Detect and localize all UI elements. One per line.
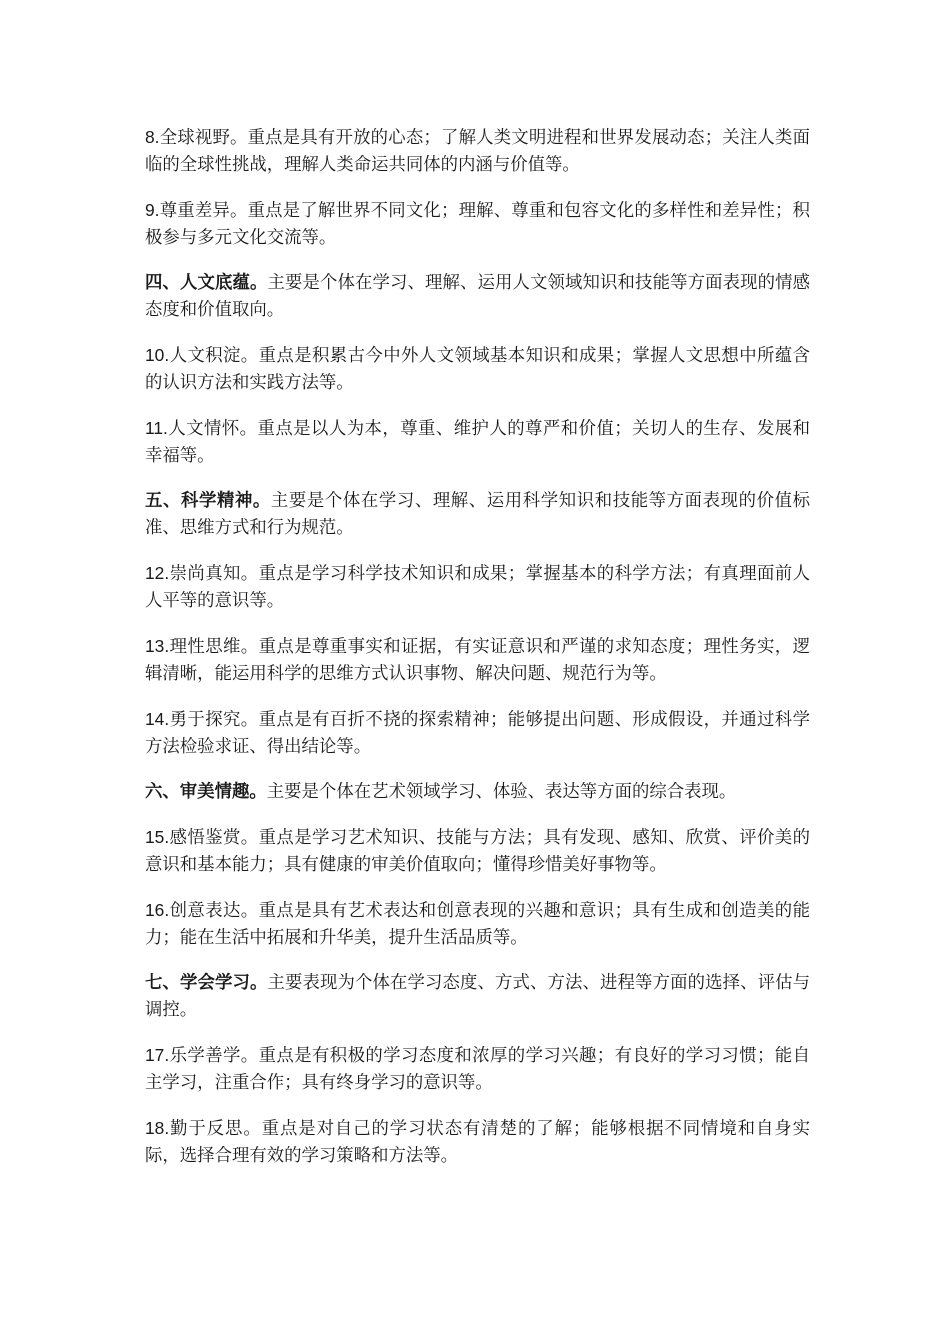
item-number: 15. [145, 827, 170, 847]
section-text: 主要是个体在学习、理解、运用科学知识和技能等方面表现的价值标准、思维方式和行为规范。 [145, 491, 810, 538]
item-number: 12. [145, 563, 170, 583]
item-text: 尊重差异。重点是了解世界不同文化；理解、尊重和包容文化的多样性和差异性；积极参与多元文化交流等。 [145, 201, 810, 248]
paragraph-item-17 [145, 1042, 810, 1097]
item-number: 11. [145, 418, 168, 438]
paragraph-item-15 [145, 824, 810, 879]
paragraph-item-9 [145, 197, 810, 252]
section-heading-7 [145, 970, 810, 1024]
section-heading-4 [145, 270, 810, 324]
item-number: 18. [145, 1118, 170, 1138]
section-text: 主要是个体在学习、理解、运用人文领域知识和技能等方面表现的情感态度和价值取向。 [145, 273, 810, 320]
item-number: 17. [145, 1045, 170, 1065]
item-text: 人文情怀。重点是以人为本，尊重、维护人的尊严和价值；关切人的生存、发展和幸福等。 [145, 419, 810, 466]
item-number: 14. [145, 709, 170, 729]
paragraph-item-18 [145, 1115, 810, 1170]
paragraph-item-16 [145, 897, 810, 952]
section-title: 五、科学精神。 [145, 491, 271, 511]
paragraph-item-10 [145, 342, 810, 397]
section-text: 主要表现为个体在学习态度、方式、方法、进程等方面的选择、评估与调控。 [145, 973, 810, 1020]
item-number: 9. [145, 200, 160, 220]
item-text: 勇于探究。重点是有百折不挠的探索精神；能够提出问题、形成假设，并通过科学方法检验求证、得出结论等。 [145, 710, 810, 757]
item-number: 8. [145, 127, 160, 147]
item-text: 勤于反思。重点是对自己的学习状态有清楚的了解；能够根据不同情境和自身实际，选择合理有效的学习策略和方法等。 [145, 1119, 810, 1166]
item-number: 13. [145, 636, 170, 656]
section-title: 六、审美情趣。 [145, 782, 267, 802]
paragraph-item-11 [145, 415, 810, 470]
paragraph-item-14 [145, 706, 810, 761]
item-text: 全球视野。重点是具有开放的心态；了解人类文明进程和世界发展动态；关注人类面临的全球性挑战，理解人类命运共同体的内涵与价值等。 [145, 128, 810, 175]
item-text: 崇尚真知。重点是学习科学技术知识和成果；掌握基本的科学方法；有真理面前人人平等的意识等。 [145, 564, 810, 611]
item-text: 理性思维。重点是尊重事实和证据，有实证意识和严谨的求知态度；理性务实，逻辑清晰，能运用科学的思维方式认识事物、解决问题、规范行为等。 [145, 637, 810, 684]
paragraph-item-13 [145, 633, 810, 688]
section-text: 主要是个体在艺术领域学习、体验、表达等方面的综合表现。 [266, 782, 737, 802]
section-heading-5 [145, 488, 810, 542]
paragraph-item-8 [145, 124, 810, 179]
document-body [145, 124, 810, 1188]
section-title: 七、学会学习。 [145, 973, 268, 993]
item-text: 人文积淀。重点是积累古今中外人文领域基本知识和成果；掌握人文思想中所蕴含的认识方法和实践方法等。 [145, 346, 810, 393]
item-number: 16. [145, 900, 170, 920]
item-number: 10. [145, 345, 170, 365]
item-text: 创意表达。重点是具有艺术表达和创意表现的兴趣和意识；具有生成和创造美的能力；能在生活中拓展和升华美，提升生活品质等。 [145, 901, 810, 948]
item-text: 感悟鉴赏。重点是学习艺术知识、技能与方法；具有发现、感知、欣赏、评价美的意识和基本能力；具有健康的审美价值取向；懂得珍惜美好事物等。 [145, 828, 810, 875]
section-title: 四、人文底蕴。 [145, 273, 268, 293]
section-heading-6 [145, 779, 810, 806]
item-text: 乐学善学。重点是有积极的学习态度和浓厚的学习兴趣；有良好的学习习惯；能自主学习，注重合作；具有终身学习的意识等。 [145, 1046, 810, 1093]
paragraph-item-12 [145, 560, 810, 615]
